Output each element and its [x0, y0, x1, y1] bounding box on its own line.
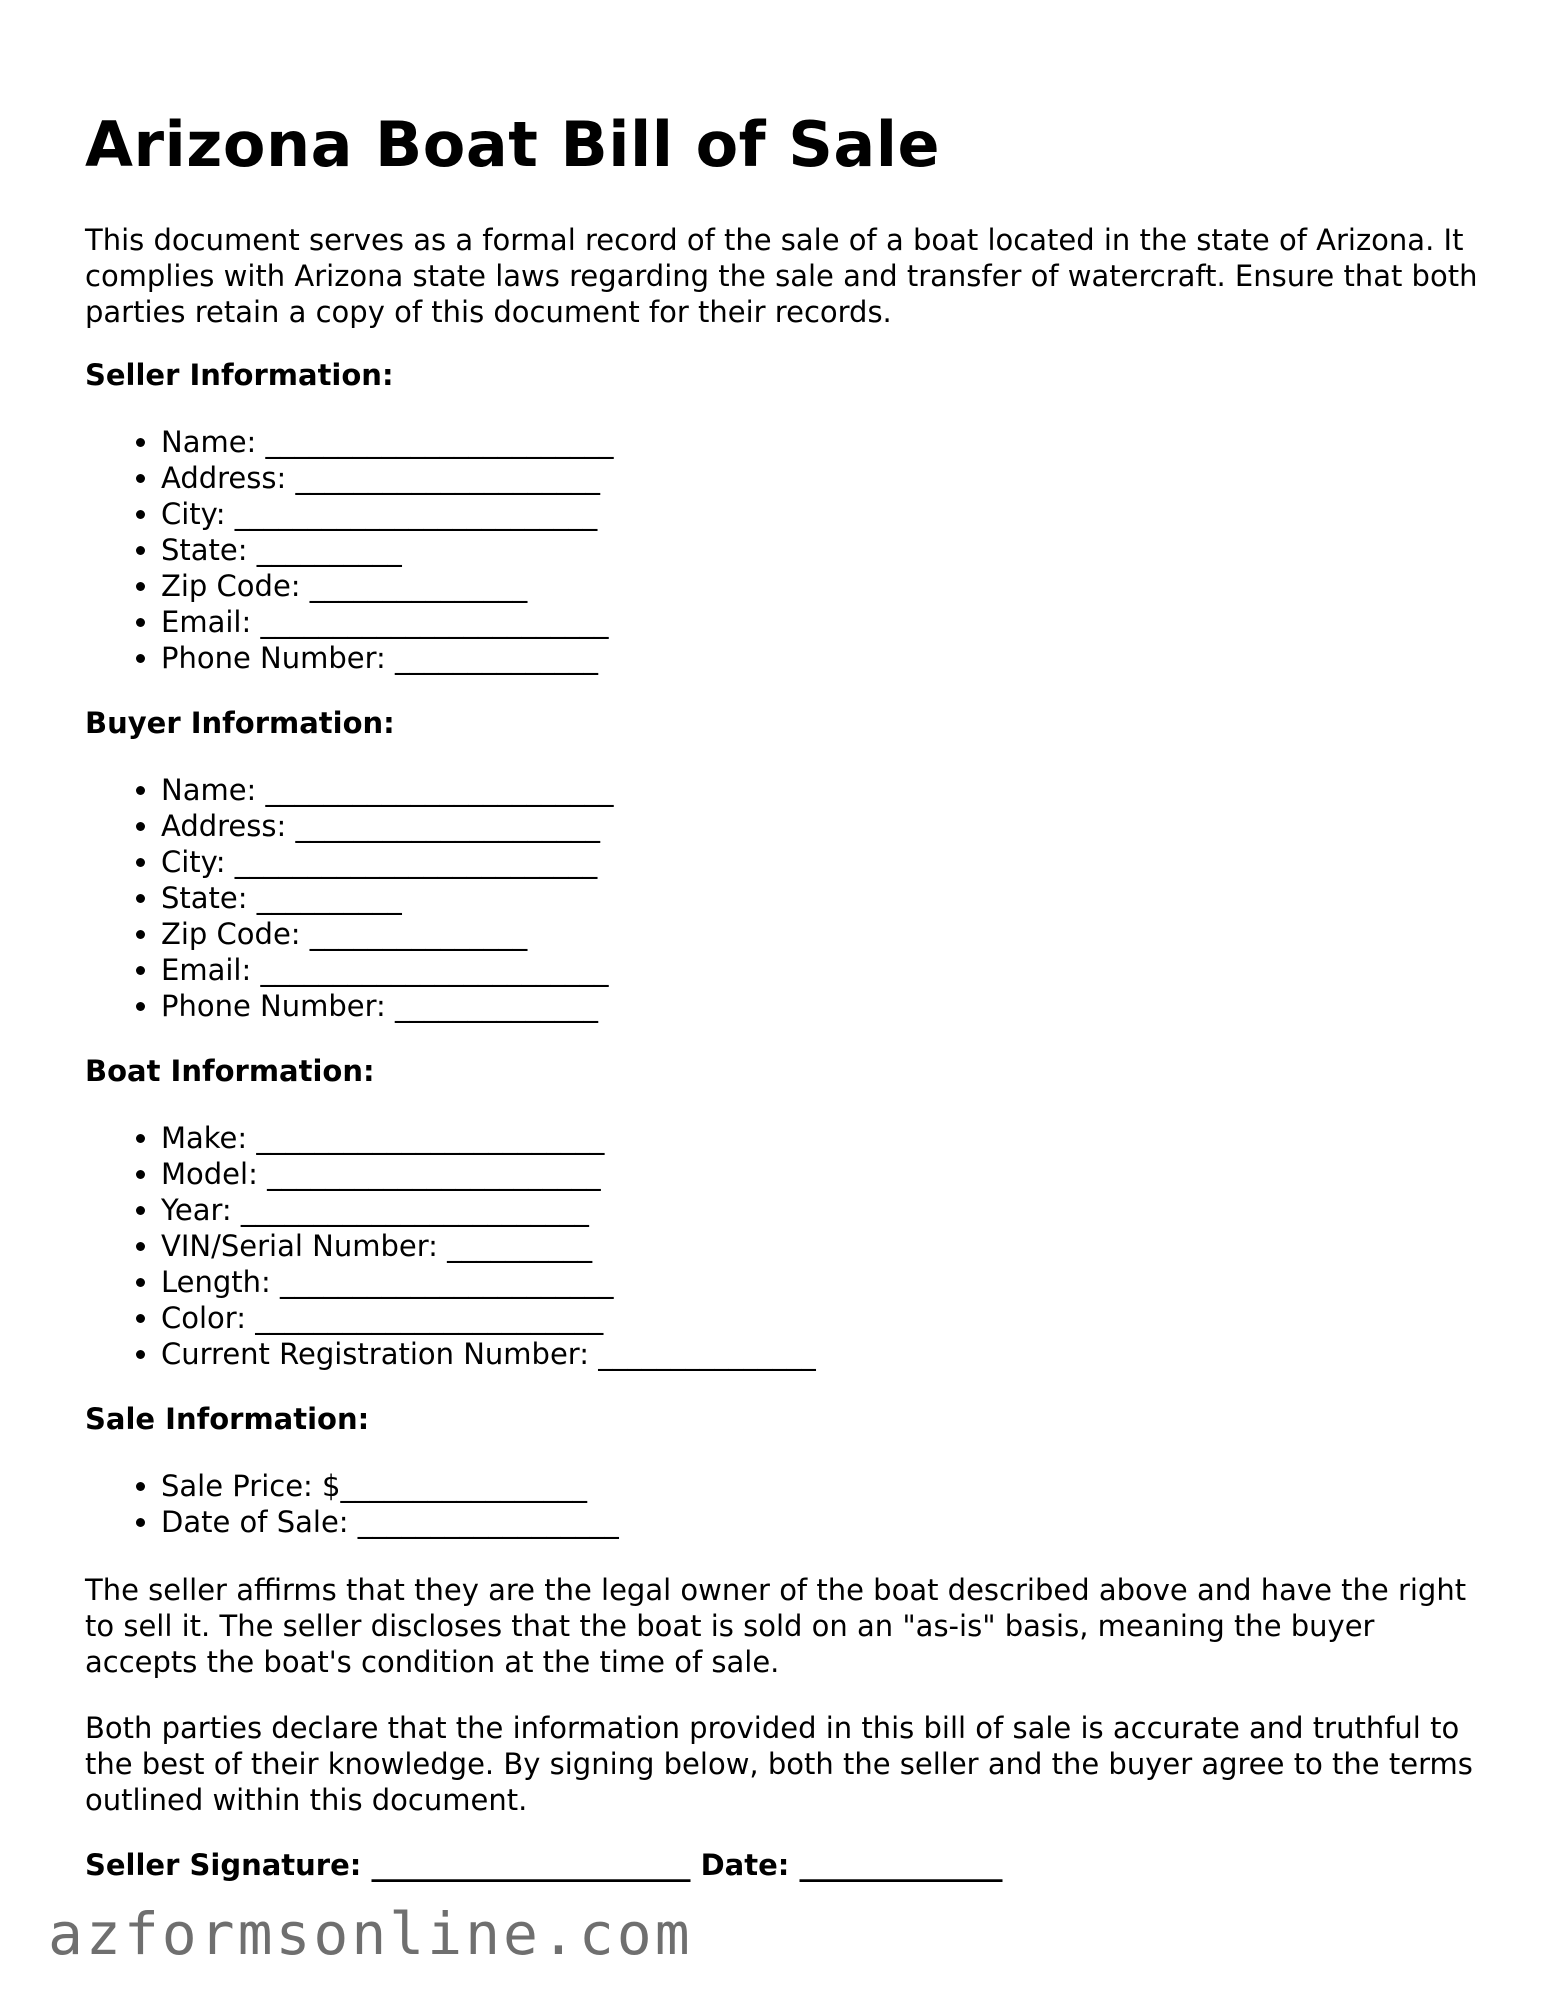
boat-section-heading: Boat Information: [85, 1054, 375, 1088]
seller-email-field[interactable]: • Email: ________________________ [161, 604, 614, 640]
signature-date-field[interactable]: ______________ [799, 1848, 1003, 1882]
seller-field-list [85, 424, 614, 676]
seller-address-field[interactable]: • Address: _____________________ [161, 460, 614, 496]
seller-state-field[interactable]: • State: __________ [161, 532, 614, 568]
buyer-email-field[interactable]: • Email: ________________________ [161, 952, 614, 988]
sale-price-field[interactable]: • Sale Price: $_________________ [161, 1468, 619, 1504]
boat-registration-field[interactable]: • Current Registration Number: _______________ [161, 1336, 816, 1372]
watermark: azformsonline.com [48, 1900, 693, 1968]
boat-make-field[interactable]: • Make: ________________________ [161, 1120, 816, 1156]
seller-signature-field[interactable]: ______________________ [371, 1848, 691, 1882]
seller-name-field[interactable]: • Name: ________________________ [161, 424, 614, 460]
buyer-name-field[interactable]: • Name: ________________________ [161, 772, 614, 808]
signature-date-label: Date: [700, 1848, 790, 1882]
boat-year-field[interactable]: • Year: ________________________ [161, 1192, 816, 1228]
sale-section-heading: Sale Information: [85, 1402, 370, 1436]
signature-line [85, 1848, 1003, 1882]
boat-model-field[interactable]: • Model: _______________________ [161, 1156, 816, 1192]
intro-paragraph: This document serves as a formal record of the sale of a boat located in the state of Arizona. It complies with Arizona state laws regarding the sale and transfer of watercraft. Ensure that both parties retain a copy of this document for their records. [85, 223, 1478, 329]
boat-color-field[interactable]: • Color: ________________________ [161, 1300, 816, 1336]
buyer-section-heading: Buyer Information: [85, 706, 395, 740]
seller-phone-field[interactable]: • Phone Number: ______________ [161, 640, 614, 676]
seller-city-field[interactable]: • City: _________________________ [161, 496, 614, 532]
seller-zip-field[interactable]: • Zip Code: _______________ [161, 568, 614, 604]
buyer-field-list [85, 772, 614, 1024]
boat-length-field[interactable]: • Length: _______________________ [161, 1264, 816, 1300]
sale-field-list [85, 1468, 619, 1540]
boat-vin-field[interactable]: • VIN/Serial Number: __________ [161, 1228, 816, 1264]
buyer-city-field[interactable]: • City: _________________________ [161, 844, 614, 880]
sale-date-field[interactable]: • Date of Sale: __________________ [161, 1504, 619, 1540]
affirmation-paragraph: The seller affirms that they are the legal owner of the boat described above and have the right to sell it. The seller discloses that the boat is sold on an "as-is" basis, meaning the buyer accepts the boat's condition at the time of sale. [85, 1573, 1467, 1679]
buyer-state-field[interactable]: • State: __________ [161, 880, 614, 916]
seller-section-heading: Seller Information: [85, 358, 394, 392]
seller-signature-label: Seller Signature: [85, 1848, 362, 1882]
page-title: Arizona Boat Bill of Sale [85, 108, 941, 181]
buyer-address-field[interactable]: • Address: _____________________ [161, 808, 614, 844]
declaration-paragraph: Both parties declare that the information provided in this bill of sale is accurate and truthful to the best of their knowledge. By signing below, both the seller and the buyer agree to the terms outlined within this document. [85, 1711, 1473, 1817]
buyer-zip-field[interactable]: • Zip Code: _______________ [161, 916, 614, 952]
buyer-phone-field[interactable]: • Phone Number: ______________ [161, 988, 614, 1024]
boat-field-list [85, 1120, 816, 1372]
